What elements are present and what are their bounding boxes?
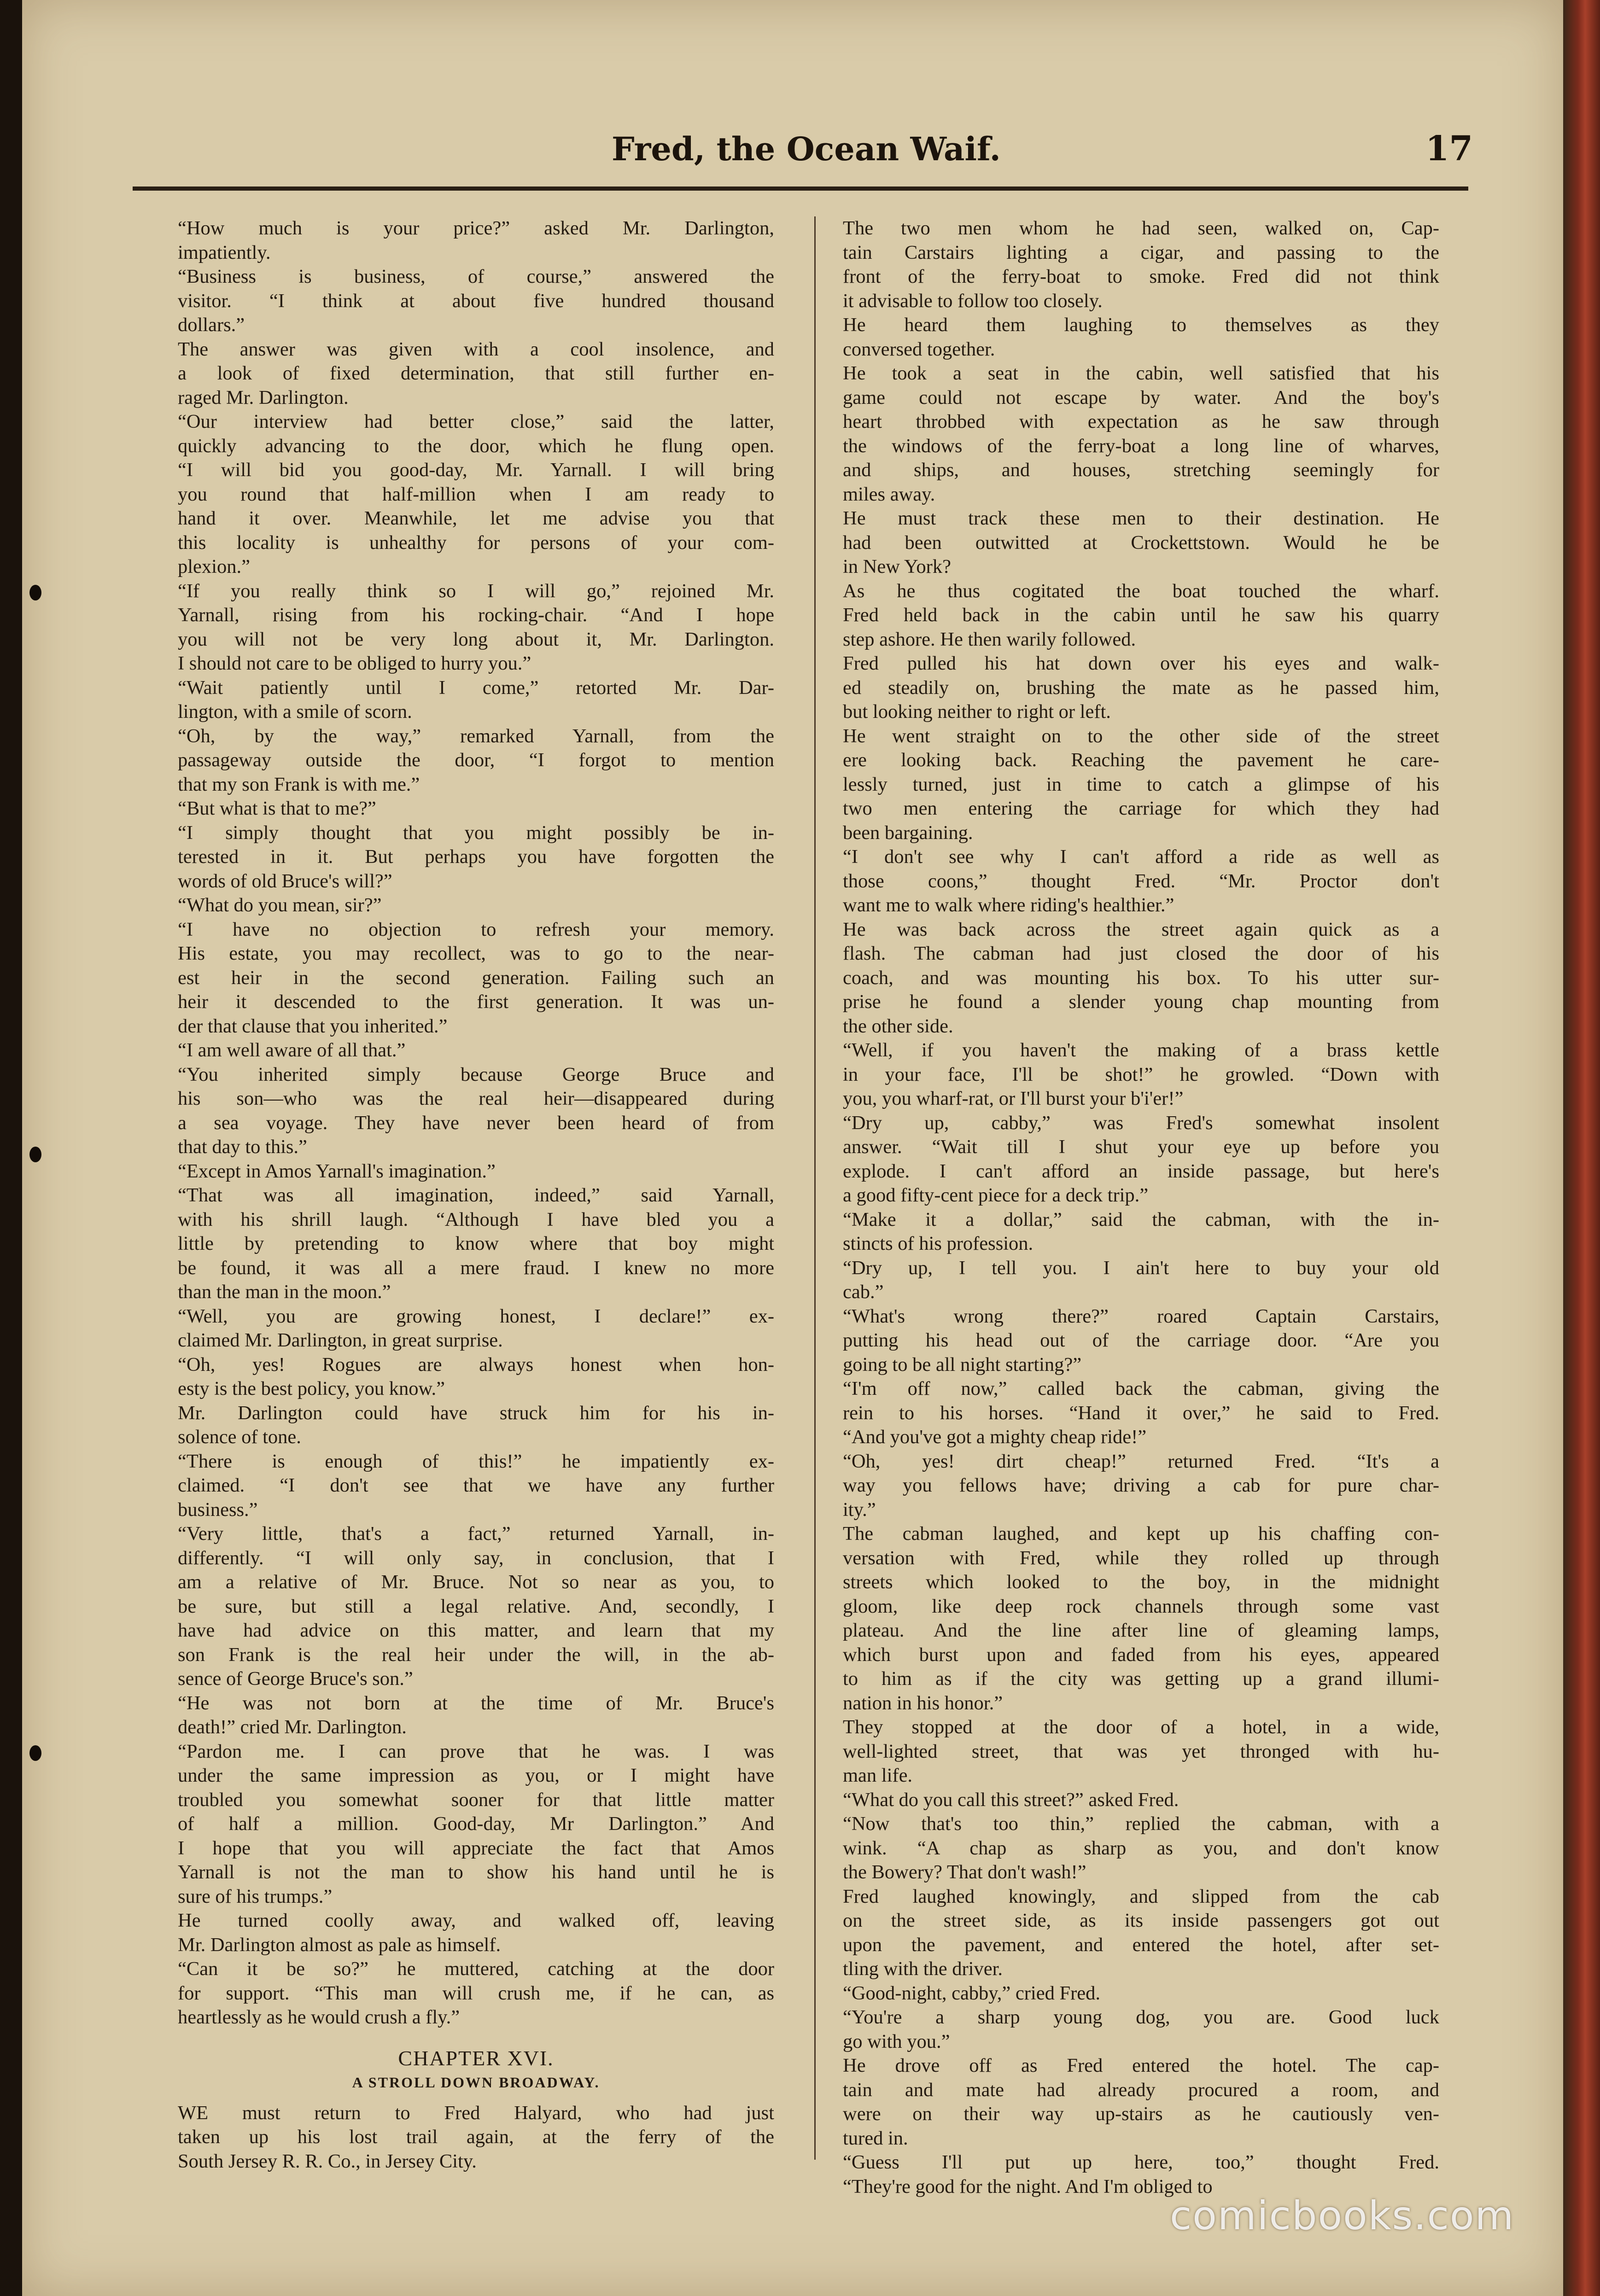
paragraph xyxy=(843,2150,1439,2199)
text-line: in New York? xyxy=(843,556,951,577)
text-line: He drove off as Fred entered the hotel. The cap- xyxy=(843,2055,1439,2076)
text-line: Fred pulled his hat down over his eyes and walk- xyxy=(843,653,1439,674)
text-line: “Guess I'll put up here, too,” thought Fred. xyxy=(843,2151,1439,2173)
paragraph xyxy=(843,1256,1439,1305)
text-line: which burst upon and faded from his eyes, appeared xyxy=(843,1643,1439,1666)
header-rule xyxy=(133,186,1468,191)
text-line: streets which looked to the boy, in the midnight xyxy=(843,1571,1439,1593)
text-line: tling with the driver. xyxy=(843,1958,1003,1980)
text-line: The two men whom he had seen, walked on, Cap- xyxy=(843,217,1439,239)
text-line: you round that half-million when I am ready to xyxy=(178,483,774,505)
paragraph xyxy=(178,216,774,265)
text-line: ity.” xyxy=(843,1498,876,1521)
paragraph xyxy=(178,821,774,894)
text-line: I should not care to be obliged to hurry you.” xyxy=(178,653,531,674)
text-line: raged Mr. Darlington. xyxy=(178,386,349,408)
text-line: words of old Bruce's will?” xyxy=(178,870,392,892)
text-line: “What do you mean, sir?” xyxy=(178,894,382,916)
text-line: have had advice on this matter, and learn that my xyxy=(178,1620,774,1641)
text-line: Mr. Darlington could have struck him for his in- xyxy=(178,1402,774,1424)
binding-edge xyxy=(1563,0,1600,2296)
text-line: esty is the best policy, you know.” xyxy=(178,1378,445,1399)
text-line: plateau. And the line after line of gleaming lamps, xyxy=(843,1620,1439,1641)
text-line: lessly turned, just in time to catch a glimpse of his xyxy=(843,773,1439,795)
text-line: “Now that's too thin,” replied the cabman, with a xyxy=(843,1813,1439,1835)
text-line: “What's wrong there?” roared Captain Carstairs, xyxy=(843,1305,1439,1327)
text-line: “Can it be so?” he muttered, catching at the door xyxy=(178,1958,774,1980)
paragraph xyxy=(178,676,774,724)
paragraph xyxy=(178,338,774,410)
text-line: “I'm off now,” called back the cabman, giving the xyxy=(843,1378,1439,1399)
text-line: a sea voyage. They have never been heard of from xyxy=(178,1112,774,1134)
paragraph xyxy=(843,2005,1439,2054)
text-line: be found, it was all a mere fraud. I knew no more xyxy=(178,1257,774,1279)
text-line: “I will bid you good-day, Mr. Yarnall. I will bring xyxy=(178,459,774,481)
text-line: a good fifty-cent piece for a deck trip.” xyxy=(843,1184,1149,1206)
text-line: His estate, you may recollect, was to go to the near- xyxy=(178,943,774,964)
text-line: “That was all imagination, indeed,” said Yarnall, xyxy=(178,1184,774,1206)
binding-hole xyxy=(29,585,41,600)
paragraph xyxy=(843,1981,1439,2006)
paragraph xyxy=(178,1909,774,1957)
text-line: heartlessly as he would crush a fly.” xyxy=(178,2006,460,2028)
paragraph xyxy=(178,1957,774,2030)
paragraph xyxy=(843,1885,1439,1981)
text-line: stincts of his profession. xyxy=(843,1233,1034,1254)
text-line: answer. “Wait till I shut your eye up before you xyxy=(843,1136,1439,1158)
text-line: the windows of the ferry-boat a long line of wharves, xyxy=(843,435,1439,457)
spacer xyxy=(178,2030,774,2046)
text-line: two men entering the carriage for which they had xyxy=(843,798,1439,819)
text-line: way you fellows have; driving a cab for pure char- xyxy=(843,1474,1439,1496)
text-line: son Frank is the real heir under the will, in the ab- xyxy=(178,1643,774,1666)
text-line: be sure, but still a legal relative. And, secondly, I xyxy=(178,1595,774,1617)
paragraph xyxy=(178,893,774,918)
text-line: step ashore. He then warily followed. xyxy=(843,628,1136,650)
text-line: sure of his trumps.” xyxy=(178,1885,333,1907)
text-line: of half a million. Good-day, Mr Darlington.” And xyxy=(178,1813,774,1835)
left-column xyxy=(178,216,774,2174)
text-line: As he thus cogitated the boat touched the wharf. xyxy=(843,580,1439,602)
text-line: front of the ferry-boat to smoke. Fred did not think xyxy=(843,266,1439,287)
text-line: you will not be very long about it, Mr. Darlington. xyxy=(178,628,774,650)
text-line: under the same impression as you, or I might have xyxy=(178,1765,774,1786)
paragraph xyxy=(843,1377,1439,1450)
text-line: game could not escape by water. And the boy's xyxy=(843,386,1439,408)
paragraph xyxy=(843,361,1439,507)
text-line: this locality is unhealthy for persons of your com- xyxy=(178,531,774,554)
text-line: “I have no objection to refresh your memory. xyxy=(178,918,774,940)
text-line: heart throbbed with expectation as he saw through xyxy=(843,411,1439,432)
text-line: ere looking back. Reaching the pavement he care- xyxy=(843,749,1439,771)
watermark: comicbooks.com xyxy=(1170,2193,1515,2239)
right-column xyxy=(843,216,1439,2199)
text-line: He turned coolly away, and walked off, leaving xyxy=(178,1910,774,1931)
text-line: passageway outside the door, “I forgot to mention xyxy=(178,749,774,771)
paragraph xyxy=(843,1305,1439,1377)
text-line: “I don't see why I can't afford a ride as well as xyxy=(843,846,1439,868)
text-line: “What do you call this street?” asked Fred. xyxy=(843,1789,1179,1811)
chapter-title: CHAPTER XVI. xyxy=(398,2046,554,2070)
text-line: a look of fixed determination, that still further en- xyxy=(178,362,774,384)
paragraph xyxy=(178,265,774,338)
text-line: tured in. xyxy=(843,2127,908,2149)
binding-hole xyxy=(29,1745,41,1761)
text-line: “Wait patiently until I come,” retorted Mr. Dar- xyxy=(178,676,774,699)
paragraph xyxy=(178,918,774,1039)
binding-hole xyxy=(29,1147,41,1162)
text-line: impatiently. xyxy=(178,241,271,263)
text-line: flash. The cabman had just closed the door of his xyxy=(843,943,1439,964)
text-line: “Very little, that's a fact,” returned Yarnall, in- xyxy=(178,1523,774,1544)
paragraph xyxy=(178,410,774,579)
text-line: “Oh, yes! Rogues are always honest when hon- xyxy=(178,1353,774,1375)
text-line: “How much is your price?” asked Mr. Darlington, xyxy=(178,217,774,239)
paragraph xyxy=(843,216,1439,313)
text-line: hand it over. Meanwhile, let me advise you that xyxy=(178,507,774,529)
text-line: the other side. xyxy=(843,1015,953,1037)
text-line: ed steadily on, brushing the mate as he passed him, xyxy=(843,676,1439,699)
page-number: 17 xyxy=(1425,129,1473,169)
paragraph xyxy=(178,1401,774,1450)
paragraph xyxy=(843,1208,1439,1256)
text-line: “He was not born at the time of Mr. Bruce's xyxy=(178,1692,774,1714)
text-line: The cabman laughed, and kept up his chaffing con- xyxy=(843,1523,1439,1544)
text-line: little by pretending to know where that boy might xyxy=(178,1233,774,1254)
text-line: taken up his lost trail again, at the ferry of the xyxy=(178,2126,774,2148)
text-line: coach, and was mounting his box. To his utter sur- xyxy=(843,967,1439,989)
text-line: that my son Frank is with me.” xyxy=(178,773,420,795)
text-line: “Well, you are growing honest, I declare!” ex- xyxy=(178,1305,774,1327)
text-line: with his shrill laugh. “Although I have bled you a xyxy=(178,1208,774,1230)
text-line: He went straight on to the other side of the street xyxy=(843,725,1439,747)
text-line: business.” xyxy=(178,1498,258,1521)
text-line: cab.” xyxy=(843,1281,884,1303)
text-line: Yarnall is not the man to show his hand until he is xyxy=(178,1861,774,1883)
text-line: explode. I can't afford an inside passage, but here's xyxy=(843,1160,1439,1182)
text-line: claimed Mr. Darlington, in great surprise. xyxy=(178,1329,503,1351)
paragraph xyxy=(178,1740,774,1909)
text-line: those coons,” thought Fred. “Mr. Proctor don't xyxy=(843,870,1439,892)
paragraph xyxy=(178,579,774,676)
text-line: troubled you somewhat sooner for that little matter xyxy=(178,1789,774,1811)
paragraph xyxy=(178,1160,774,1184)
text-line: been bargaining. xyxy=(843,822,973,844)
text-line: terested in it. But perhaps you have forgotten the xyxy=(178,846,774,868)
text-line: go with you.” xyxy=(843,2030,950,2052)
text-line: plexion.” xyxy=(178,556,250,577)
text-line: der that clause that you inherited.” xyxy=(178,1015,448,1037)
text-line: Fred laughed knowingly, and slipped from the cab xyxy=(843,1885,1439,1907)
text-line: it advisable to follow too closely. xyxy=(843,290,1103,312)
text-line: lington, with a smile of scorn. xyxy=(178,701,412,723)
text-line: claimed. “I don't see that we have any further xyxy=(178,1474,774,1496)
text-line: prise he found a slender young chap mounting from xyxy=(843,991,1439,1013)
page-header xyxy=(114,106,1473,198)
text-line: in your face, I'll be shot!” he growled. “Down with xyxy=(843,1063,1439,1085)
text-line: He took a seat in the cabin, well satisfied that his xyxy=(843,362,1439,384)
text-line: He was back across the street again quick as a xyxy=(843,918,1439,940)
text-line: for support. “This man will crush me, if he can, as xyxy=(178,1982,774,2004)
text-line: “Except in Amos Yarnall's imagination.” xyxy=(178,1160,496,1182)
paragraph xyxy=(843,918,1439,1039)
paragraph xyxy=(178,1522,774,1691)
text-line: “Business is business, of course,” answered the xyxy=(178,266,774,287)
text-line: you, you wharf-rat, or I'll burst your b'i'er!” xyxy=(843,1088,1184,1109)
paragraph xyxy=(178,724,774,797)
paragraph xyxy=(178,1450,774,1522)
paragraph xyxy=(178,1353,774,1401)
paragraph xyxy=(843,1812,1439,1885)
text-line: “They're good for the night. And I'm obliged to xyxy=(843,2175,1213,2197)
text-line: “And you've got a mighty cheap ride!” xyxy=(843,1426,1147,1448)
paragraph xyxy=(843,313,1439,361)
paragraph xyxy=(178,1183,774,1305)
chapter-opening-paragraph xyxy=(178,2101,774,2174)
text-line: “Make it a dollar,” said the cabman, with the in- xyxy=(843,1208,1439,1230)
text-line: dollars.” xyxy=(178,314,245,336)
paragraph xyxy=(843,1522,1439,1715)
text-line: but looking neither to right or left. xyxy=(843,701,1111,723)
text-line: Yarnall, rising from his rocking-chair. “And I hope xyxy=(178,604,774,626)
text-line: “There is enough of this!” he impatiently ex- xyxy=(178,1450,774,1472)
text-line: tain Carstairs lighting a cigar, and passing to the xyxy=(843,241,1439,263)
text-line: “I am well aware of all that.” xyxy=(178,1039,406,1061)
text-line: that day to this.” xyxy=(178,1136,307,1158)
text-line: miles away. xyxy=(843,483,935,505)
text-line: The answer was given with a cool insolence, and xyxy=(178,338,774,360)
text-line: “Dry up, I tell you. I ain't here to buy your old xyxy=(843,1257,1439,1279)
text-line: had been outwitted at Crockettstown. Would he be xyxy=(843,531,1439,554)
text-line: wink. “A chap as sharp as you, and don't know xyxy=(843,1837,1439,1859)
text-line: conversed together. xyxy=(843,338,995,360)
text-line: putting his head out of the carriage door. “Are you xyxy=(843,1329,1439,1351)
text-line: “Our interview had better close,” said the latter, xyxy=(178,411,774,432)
text-line: rein to his horses. “Hand it over,” he said to Fred. xyxy=(843,1402,1439,1424)
text-line: visitor. “I think at about five hundred thousand xyxy=(178,290,774,312)
text-line: Fred held back in the cabin until he saw his quarry xyxy=(843,604,1439,626)
text-line: South Jersey R. R. Co., in Jersey City. xyxy=(178,2150,477,2172)
text-line: “You're a sharp young dog, you are. Good luck xyxy=(843,2006,1439,2028)
text-line: the Bowery? That don't wash!” xyxy=(843,1861,1086,1883)
text-line: gloom, like deep rock channels through some vast xyxy=(843,1595,1439,1617)
text-line: on the street side, as its inside passengers got out xyxy=(843,1910,1439,1931)
text-line: tain and mate had already procured a room, and xyxy=(843,2079,1439,2101)
text-line: “Well, if you haven't the making of a brass kettle xyxy=(843,1039,1439,1061)
paragraph xyxy=(178,1063,774,1160)
paragraph xyxy=(843,1788,1439,1812)
text-line: “Dry up, cabby,” was Fred's somewhat insolent xyxy=(843,1112,1439,1134)
paragraph xyxy=(843,2054,1439,2150)
paragraph xyxy=(843,1450,1439,1522)
paragraph xyxy=(843,845,1439,918)
text-line: “Oh, by the way,” remarked Yarnall, from the xyxy=(178,725,774,747)
book-page xyxy=(22,0,1563,2296)
text-line: sence of George Bruce's son.” xyxy=(178,1668,413,1690)
text-line: solence of tone. xyxy=(178,1426,301,1448)
text-line: going to be all night starting?” xyxy=(843,1353,1082,1375)
text-line: well-lighted street, that was yet thronged with hu- xyxy=(843,1740,1439,1762)
text-line: to him as if the city was getting up a grand illumi- xyxy=(843,1668,1439,1690)
text-line: est heir in the second generation. Failing such an xyxy=(178,967,774,989)
text-line: “Pardon me. I can prove that he was. I was xyxy=(178,1740,774,1762)
paragraph xyxy=(178,1038,774,1063)
paragraph xyxy=(843,1038,1439,1111)
paragraph xyxy=(178,1305,774,1353)
paragraph xyxy=(843,507,1439,579)
spacer xyxy=(178,2095,774,2101)
paragraph xyxy=(843,652,1439,724)
text-line: “But what is that to me?” xyxy=(178,798,376,819)
text-line: “You inherited simply because George Bruce and xyxy=(178,1063,774,1085)
text-line: He heard them laughing to themselves as they xyxy=(843,314,1439,336)
paragraph xyxy=(843,1715,1439,1788)
paragraph xyxy=(843,724,1439,845)
text-line: “If you really think so I will go,” rejoined Mr. xyxy=(178,580,774,602)
text-line: nation in his honor.” xyxy=(843,1692,1003,1714)
paragraph xyxy=(178,797,774,821)
text-line: quickly advancing to the door, which he flung open. xyxy=(178,435,774,457)
running-title: Fred, the Ocean Waif. xyxy=(612,130,1001,168)
text-line: “Oh, yes! dirt cheap!” returned Fred. “It's a xyxy=(843,1450,1439,1472)
text-line: versation with Fred, while they rolled up through xyxy=(843,1547,1439,1569)
text-line: am a relative of Mr. Bruce. Not so near as you, to xyxy=(178,1571,774,1593)
text-line: his son—who was the real heir—disappeared during xyxy=(178,1088,774,1109)
text-line: death!” cried Mr. Darlington. xyxy=(178,1716,407,1738)
text-line: “Good-night, cabby,” cried Fred. xyxy=(843,1982,1100,2004)
paragraph xyxy=(843,579,1439,652)
text-line: and ships, and houses, stretching seemingly for xyxy=(843,459,1439,481)
text-line: were on their way up-stairs as he cautiously ven- xyxy=(843,2103,1439,2125)
text-line: heir it descended to the first generation. It was un- xyxy=(178,991,774,1013)
text-line: upon the pavement, and entered the hotel, after set- xyxy=(843,1934,1439,1956)
column-divider xyxy=(814,216,816,2160)
text-line: They stopped at the door of a hotel, in a wide, xyxy=(843,1716,1439,1738)
paragraph xyxy=(178,1691,774,1740)
text-line: differently. “I will only say, in conclusion, that I xyxy=(178,1547,774,1569)
text-line: “I simply thought that you might possibly be in- xyxy=(178,822,774,844)
text-line: man life. xyxy=(843,1765,913,1786)
paragraph xyxy=(843,1111,1439,1208)
text-line: than the man in the moon.” xyxy=(178,1281,391,1303)
text-line: I hope that you will appreciate the fact that Amos xyxy=(178,1837,774,1859)
text-line: want me to walk where riding's healthier.” xyxy=(843,894,1174,916)
text-line: Mr. Darlington almost as pale as himself. xyxy=(178,1934,501,1956)
text-line: He must track these men to their destination. He xyxy=(843,507,1439,529)
chapter-subtitle: A STROLL DOWN BROADWAY. xyxy=(352,2074,600,2091)
text-line: WE must return to Fred Halyard, who had just xyxy=(178,2102,774,2124)
